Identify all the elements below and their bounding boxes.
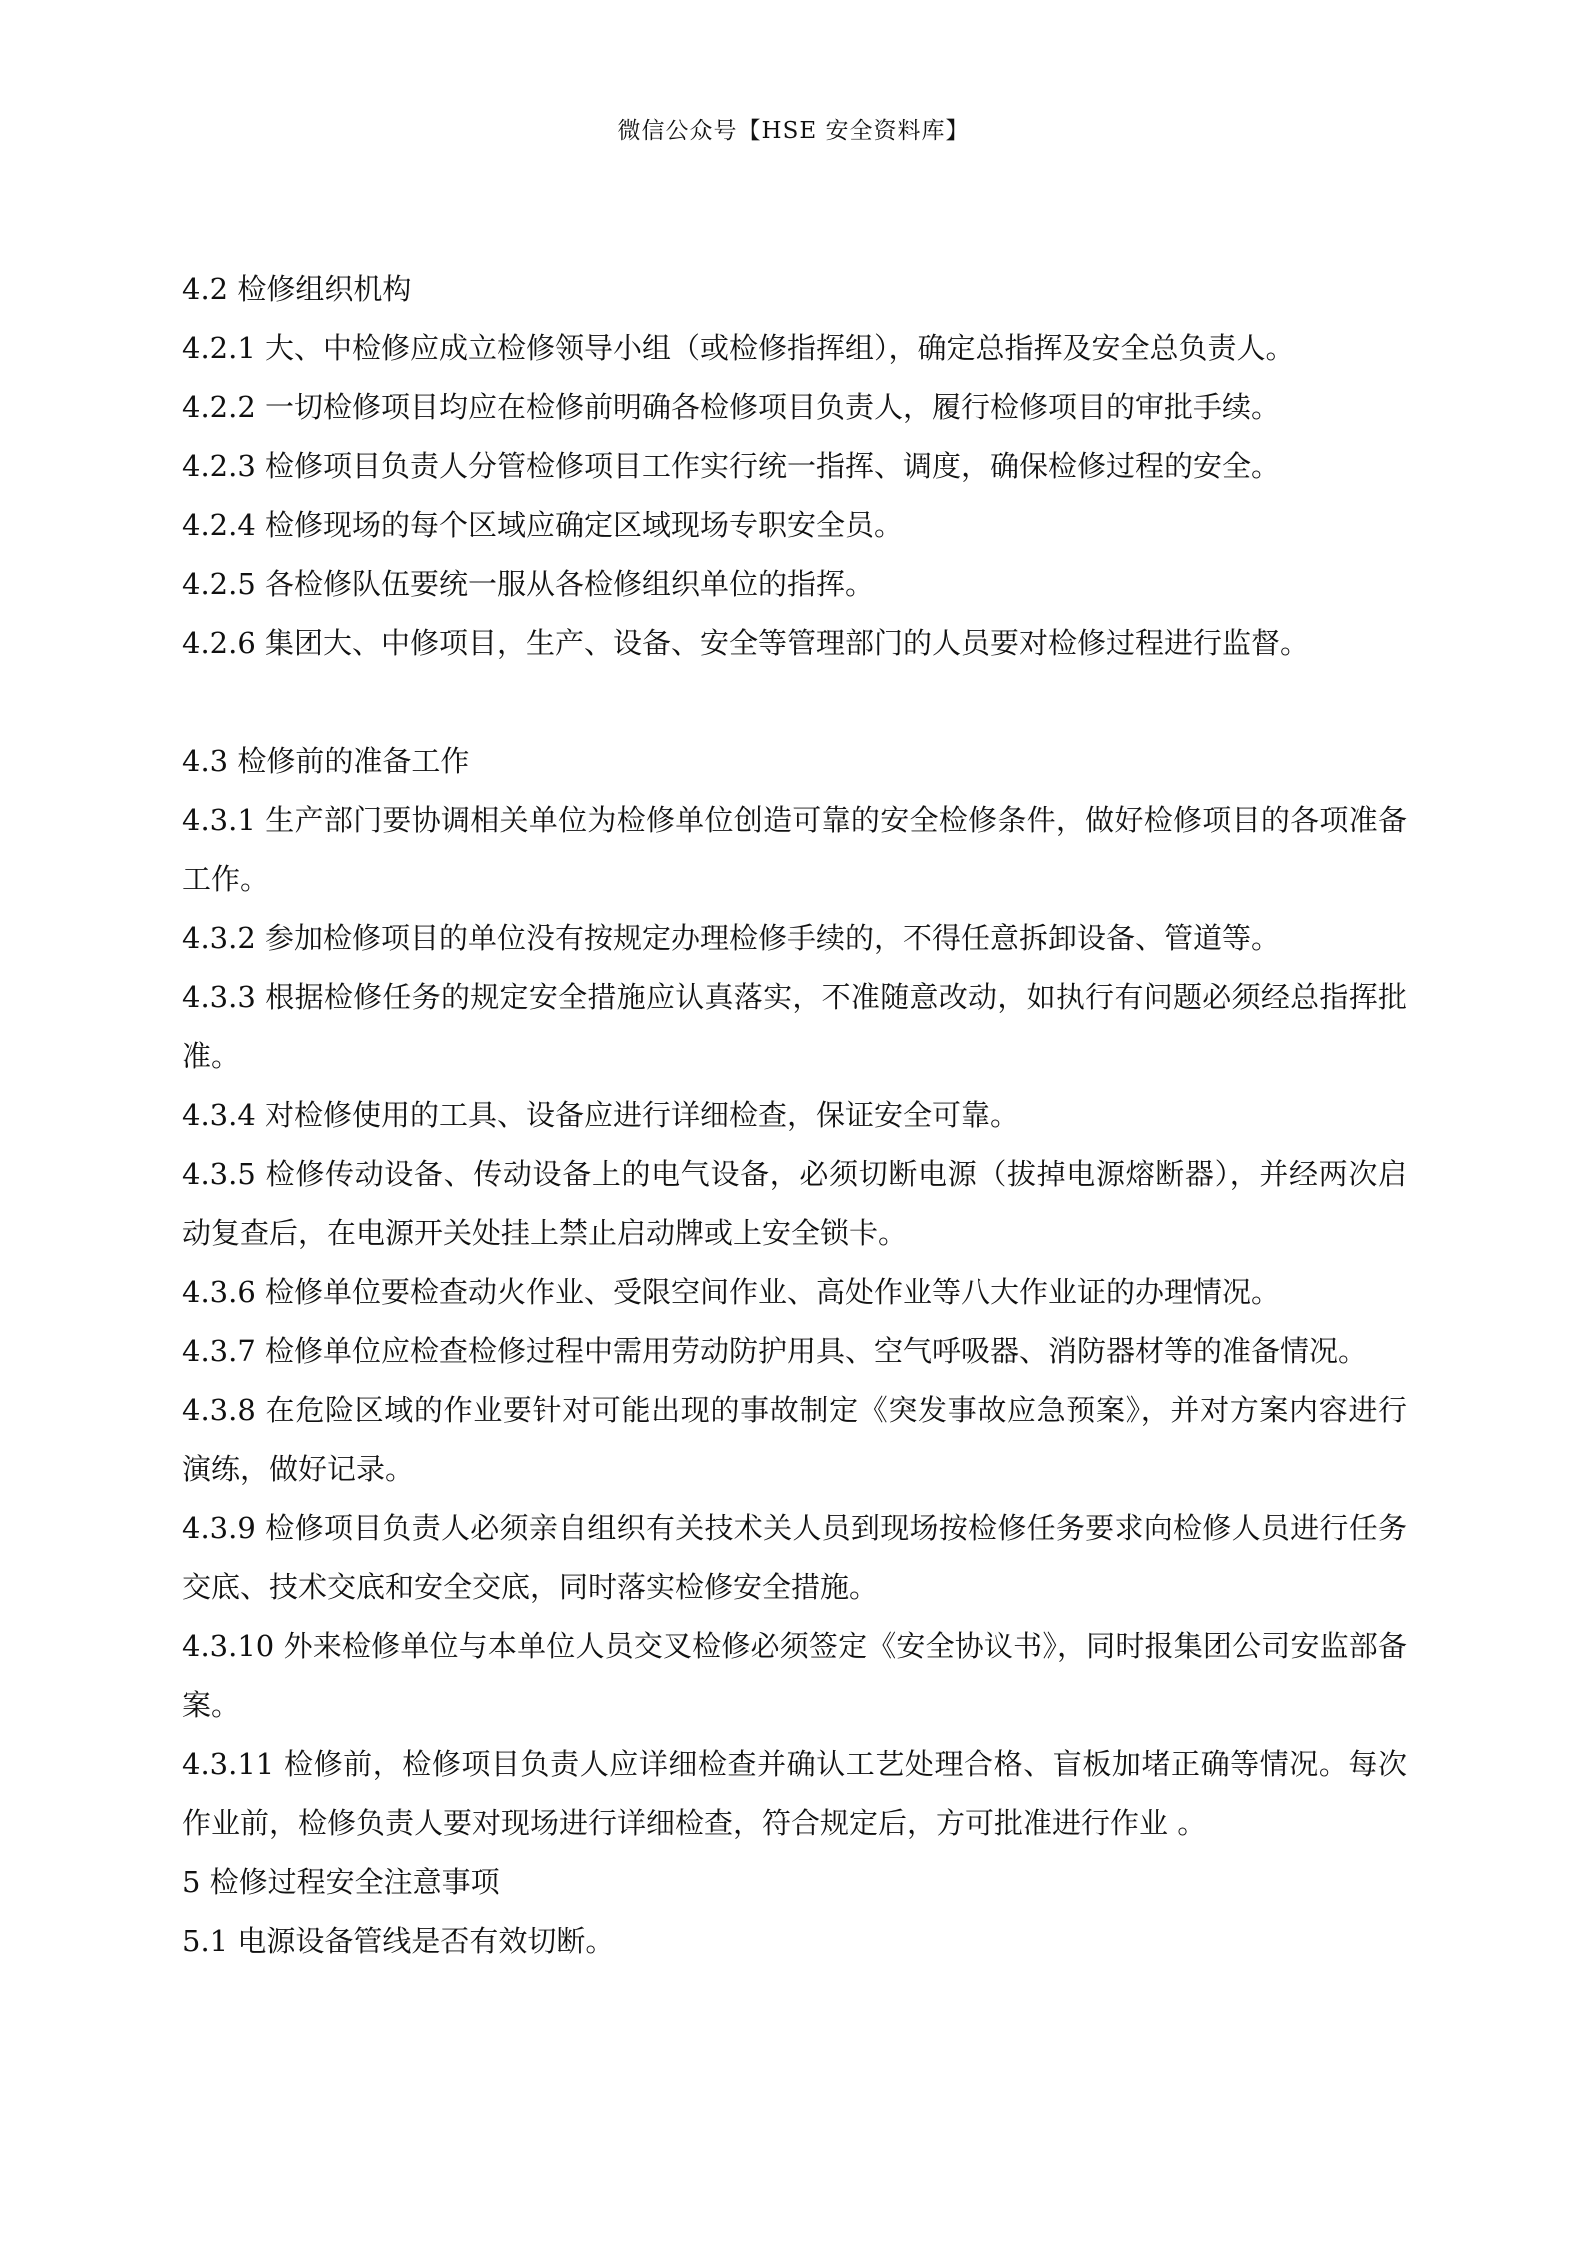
paragraph: 4.3.9 检修项目负责人必须亲自组织有关技术关人员到现场按检修任务要求向检修人员进行任务交底、技术交底和安全交底，同时落实检修安全措施。 [182,1511,1407,1604]
paragraph: 4.3.11 检修前，检修项目负责人应详细检查并确认工艺处理合格、盲板加堵正确等情况。每次作业前，检修负责人要对现场进行详细检查，符合规定后，方可批准进行作业 。 [182,1747,1407,1840]
section-heading: 4.3 检修前的准备工作 [182,744,470,778]
document-body [182,260,1407,1971]
page-header: 微信公众号【HSE 安全资料库】 [617,118,970,144]
paragraph: 4.3.3 根据检修任务的规定安全措施应认真落实，不准随意改动，如执行有问题必须经总指挥批准。 [182,980,1407,1073]
section-heading: 4.2 检修组织机构 [182,272,412,306]
paragraph: 4.3.5 检修传动设备、传动设备上的电气设备，必须切断电源（拔掉电源熔断器），并经两次启动复查后，在电源开关处挂上禁止启动牌或上安全锁卡。 [182,1157,1407,1250]
paragraph: 5.1 电源设备管线是否有效切断。 [182,1924,615,1958]
paragraph: 4.2.4 检修现场的每个区域应确定区域现场专职安全员。 [182,508,904,542]
blank-line [182,673,1407,732]
paragraph: 4.3.10 外来检修单位与本单位人员交叉检修必须签定《安全协议书》，同时报集团公司安监部备案。 [182,1629,1407,1722]
paragraph: 4.2.5 各检修队伍要统一服从各检修组织单位的指挥。 [182,567,875,601]
paragraph: 4.3.8 在危险区域的作业要针对可能出现的事故制定《突发事故应急预案》，并对方案内容进行演练，做好记录。 [182,1393,1407,1486]
paragraph: 4.3.7 检修单位应检查检修过程中需用劳动防护用具、空气呼吸器、消防器材等的准备情况。 [182,1334,1368,1368]
paragraph: 4.2.2 一切检修项目均应在检修前明确各检修项目负责人，履行检修项目的审批手续。 [182,390,1281,424]
paragraph: 4.3.4 对检修使用的工具、设备应进行详细检查，保证安全可靠。 [182,1098,1020,1132]
paragraph: 4.2.3 检修项目负责人分管检修项目工作实行统一指挥、调度，确保检修过程的安全。 [182,449,1281,483]
paragraph: 4.2.6 集团大、中修项目，生产、设备、安全等管理部门的人员要对检修过程进行监督。 [182,626,1310,660]
paragraph: 4.3.1 生产部门要协调相关单位为检修单位创造可靠的安全检修条件，做好检修项目的各项准备工作。 [182,803,1407,896]
paragraph: 4.2.1 大、中检修应成立检修领导小组（或检修指挥组），确定总指挥及安全总负责人。 [182,331,1295,365]
paragraph: 4.3.2 参加检修项目的单位没有按规定办理检修手续的，不得任意拆卸设备、管道等。 [182,921,1281,955]
section-heading: 5 检修过程安全注意事项 [182,1865,500,1899]
paragraph: 4.3.6 检修单位要检查动火作业、受限空间作业、高处作业等八大作业证的办理情况。 [182,1275,1281,1309]
